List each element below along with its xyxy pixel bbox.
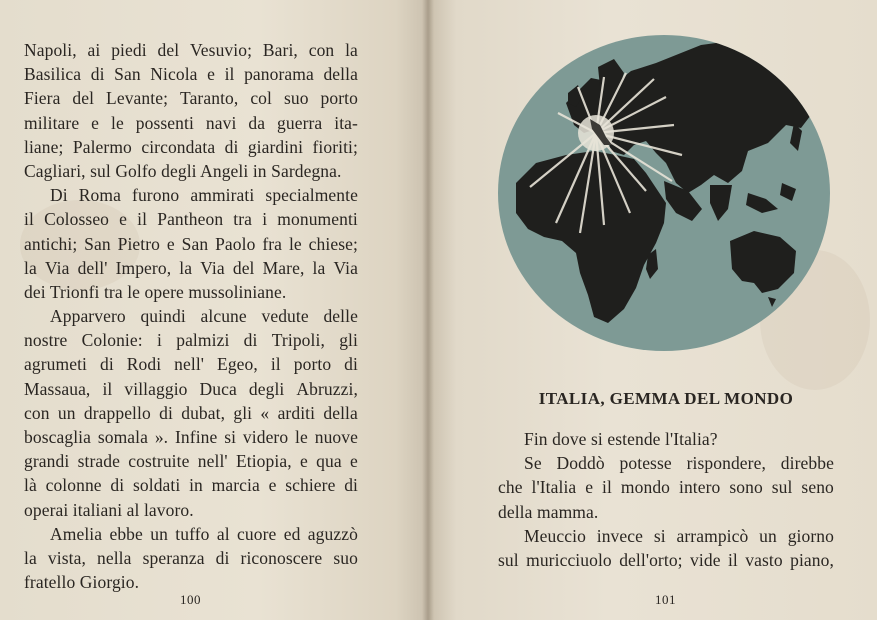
text-line: boscaglia somala ». Infine si videro le nuove xyxy=(24,427,358,447)
text-line: antichi; San Pietro e San Paolo fra le chiese; xyxy=(24,233,358,254)
text-line: Se Doddò potesse rispondere, direbbe xyxy=(524,453,834,474)
text-line: dei Trionfi tra le opere mussoliniane. xyxy=(24,281,287,302)
page-number-left: 100 xyxy=(180,592,201,607)
chapter-heading: ITALIA, GEMMA DEL MONDO xyxy=(538,389,794,408)
book-gutter xyxy=(422,0,434,620)
text-line: operai italiani al lavoro. xyxy=(24,499,194,520)
text-line: Basilica di San Nicola e il panorama della xyxy=(24,64,358,85)
text-line: della mamma. xyxy=(498,501,599,522)
text-line: sul muricciuolo dell'orto; vide il vasto piano, xyxy=(498,549,834,570)
text-line: Meuccio invece si arrampicò un giorno xyxy=(524,525,834,546)
text-line: che l'Italia e il mondo intero sono sul seno xyxy=(498,477,834,498)
text-line: agrumeti di Rodi nell' Egeo, il porto di xyxy=(24,354,358,375)
text-line: la Via dell' Impero, la Via del Mare, la Via xyxy=(24,257,358,278)
text-line: Di Roma furono ammirati specialmente xyxy=(50,185,358,206)
text-line: Massaua, il villaggio Duca degli Abruzzi, xyxy=(24,378,358,399)
text-line: il Colosseo e il Pantheon tra i monumenti xyxy=(24,209,358,230)
text-line: là colonne di soldati in marcia e schiere di xyxy=(24,475,358,496)
text-line: Cagliari, sul Golfo degli Angeli in Sardegna. xyxy=(24,160,342,181)
text-line: fratello Giorgio. xyxy=(24,572,140,593)
text-line: Fin dove si estende l'Italia? xyxy=(524,429,718,449)
text-line: nostre Colonie: i palmizi di Tripoli, gli xyxy=(24,330,358,351)
globe-earth-icon xyxy=(496,33,832,353)
text-line: liane; Palermo circondata di giardini fioriti; xyxy=(24,136,358,157)
left-page-text xyxy=(24,38,358,594)
text-line: Amelia ebbe un tuffo al cuore ed aguzzò xyxy=(50,523,358,544)
text-line: grandi strade costruite nell' Etiopia, e qua e xyxy=(24,451,358,472)
text-line: militare e le possenti navi da guerra ita- xyxy=(24,112,358,133)
text-line: Fiera del Levante; Taranto, col suo porto xyxy=(24,88,358,109)
text-line: con un drappello di dubat, gli « arditi della xyxy=(24,402,358,423)
text-line: Apparvero quindi alcune vedute delle xyxy=(50,306,358,327)
text-line: la vista, nella speranza di riconoscere suo xyxy=(24,547,358,568)
text-line: Napoli, ai piedi del Vesuvio; Bari, con la xyxy=(24,40,358,60)
page-number-right: 101 xyxy=(655,592,676,607)
italy-highlight xyxy=(578,115,614,151)
right-page-text xyxy=(498,427,834,572)
